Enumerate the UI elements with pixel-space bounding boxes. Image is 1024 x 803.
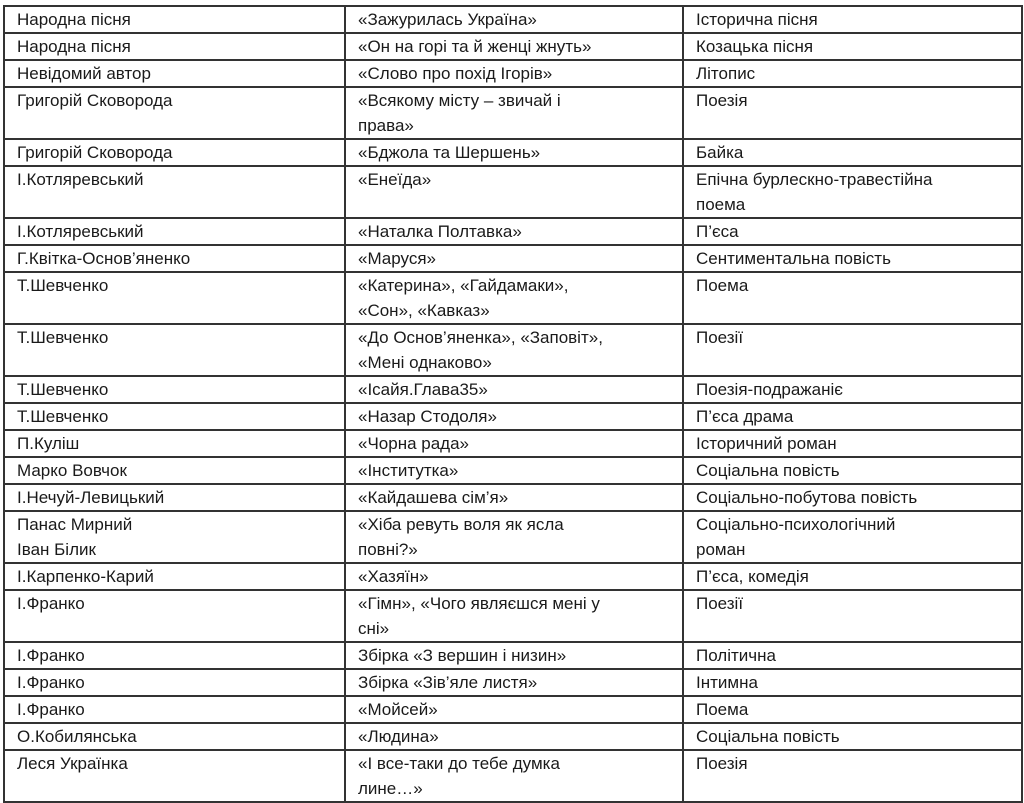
cell-work: «Кайдашева сім’я»: [345, 484, 683, 511]
cell-work: «Он на горі та й женці жнуть»: [345, 33, 683, 60]
cell-author: Народна пісня: [4, 33, 345, 60]
cell-genre: Соціально-психологічний роман: [683, 511, 1022, 563]
cell-work: «До Основ’яненка», «Заповіт», «Мені однаково»: [345, 324, 683, 376]
table-row: [4, 139, 1022, 166]
table-row: [4, 403, 1022, 430]
cell-genre: Соціально-побутова повість: [683, 484, 1022, 511]
cell-author: І.Карпенко-Карий: [4, 563, 345, 590]
cell-author: Марко Вовчок: [4, 457, 345, 484]
cell-author: І.Котляревський: [4, 218, 345, 245]
cell-author: І.Нечуй-Левицький: [4, 484, 345, 511]
cell-genre: П’єса драма: [683, 403, 1022, 430]
table-row: [4, 245, 1022, 272]
table-row: [4, 696, 1022, 723]
cell-genre: Поема: [683, 272, 1022, 324]
cell-author: Народна пісня: [4, 6, 345, 33]
cell-work: «Хіба ревуть воля як ясла повні?»: [345, 511, 683, 563]
cell-author: Панас Мирний Іван Білик: [4, 511, 345, 563]
cell-work: Збірка «Зів’яле листя»: [345, 669, 683, 696]
cell-work: «І все-таки до тебе думка лине…»: [345, 750, 683, 802]
cell-author: І.Франко: [4, 590, 345, 642]
cell-genre: П’єса: [683, 218, 1022, 245]
cell-genre: Сентиментальна повість: [683, 245, 1022, 272]
cell-author: Невідомий автор: [4, 60, 345, 87]
cell-genre: Історична пісня: [683, 6, 1022, 33]
cell-genre: Історичний роман: [683, 430, 1022, 457]
cell-work: «Чорна рада»: [345, 430, 683, 457]
cell-genre: Козацька пісня: [683, 33, 1022, 60]
cell-work: «Катерина», «Гайдамаки», «Сон», «Кавказ»: [345, 272, 683, 324]
cell-genre: Поезія: [683, 750, 1022, 802]
cell-author: І.Франко: [4, 642, 345, 669]
cell-work: «Бджола та Шершень»: [345, 139, 683, 166]
cell-author: О.Кобилянська: [4, 723, 345, 750]
table-row: [4, 87, 1022, 139]
cell-author: Т.Шевченко: [4, 272, 345, 324]
cell-author: Григорій Сковорода: [4, 87, 345, 139]
table-row: [4, 642, 1022, 669]
cell-work: «Назар Стодоля»: [345, 403, 683, 430]
table-row: [4, 324, 1022, 376]
cell-author: І.Франко: [4, 669, 345, 696]
cell-author: Григорій Сковорода: [4, 139, 345, 166]
table-row: [4, 166, 1022, 218]
cell-genre: Епічна бурлескно-травестійна поема: [683, 166, 1022, 218]
cell-work: «Ісайя.Глава35»: [345, 376, 683, 403]
cell-work: «Всякому місту – звичай і права»: [345, 87, 683, 139]
cell-genre: Поема: [683, 696, 1022, 723]
cell-author: Г.Квітка-Основ’яненко: [4, 245, 345, 272]
table-row: [4, 218, 1022, 245]
table-row: [4, 376, 1022, 403]
cell-genre: Літопис: [683, 60, 1022, 87]
table-body: [4, 6, 1022, 802]
table-row: [4, 457, 1022, 484]
table-row: [4, 669, 1022, 696]
cell-work: «Слово про похід Ігорів»: [345, 60, 683, 87]
table-row: [4, 60, 1022, 87]
cell-work: «Зажурилась Україна»: [345, 6, 683, 33]
cell-work: «Гімн», «Чого являєшся мені у сні»: [345, 590, 683, 642]
table-row: [4, 484, 1022, 511]
table-row: [4, 511, 1022, 563]
cell-work: Збірка «З вершин і низин»: [345, 642, 683, 669]
cell-work: «Наталка Полтавка»: [345, 218, 683, 245]
table-row: [4, 723, 1022, 750]
cell-author: І.Франко: [4, 696, 345, 723]
table-row: [4, 430, 1022, 457]
cell-author: Т.Шевченко: [4, 403, 345, 430]
cell-genre: Байка: [683, 139, 1022, 166]
table-row: [4, 590, 1022, 642]
table-row: [4, 6, 1022, 33]
literature-table: [3, 5, 1023, 803]
cell-work: «Енеїда»: [345, 166, 683, 218]
cell-author: І.Котляревський: [4, 166, 345, 218]
cell-author: Т.Шевченко: [4, 324, 345, 376]
cell-genre: Поезія: [683, 87, 1022, 139]
cell-genre: Поезії: [683, 590, 1022, 642]
cell-work: «Інститутка»: [345, 457, 683, 484]
cell-genre: Соціальна повість: [683, 457, 1022, 484]
cell-genre: Політична: [683, 642, 1022, 669]
cell-genre: Соціальна повість: [683, 723, 1022, 750]
cell-genre: Інтимна: [683, 669, 1022, 696]
table-row: [4, 272, 1022, 324]
cell-work: «Мойсей»: [345, 696, 683, 723]
cell-genre: Поезії: [683, 324, 1022, 376]
table-row: [4, 750, 1022, 802]
cell-genre: П’єса, комедія: [683, 563, 1022, 590]
cell-genre: Поезія-подражаніє: [683, 376, 1022, 403]
cell-author: П.Куліш: [4, 430, 345, 457]
table-row: [4, 33, 1022, 60]
cell-work: «Хазяїн»: [345, 563, 683, 590]
table-row: [4, 563, 1022, 590]
cell-author: Т.Шевченко: [4, 376, 345, 403]
cell-author: Леся Українка: [4, 750, 345, 802]
cell-work: «Людина»: [345, 723, 683, 750]
cell-work: «Маруся»: [345, 245, 683, 272]
